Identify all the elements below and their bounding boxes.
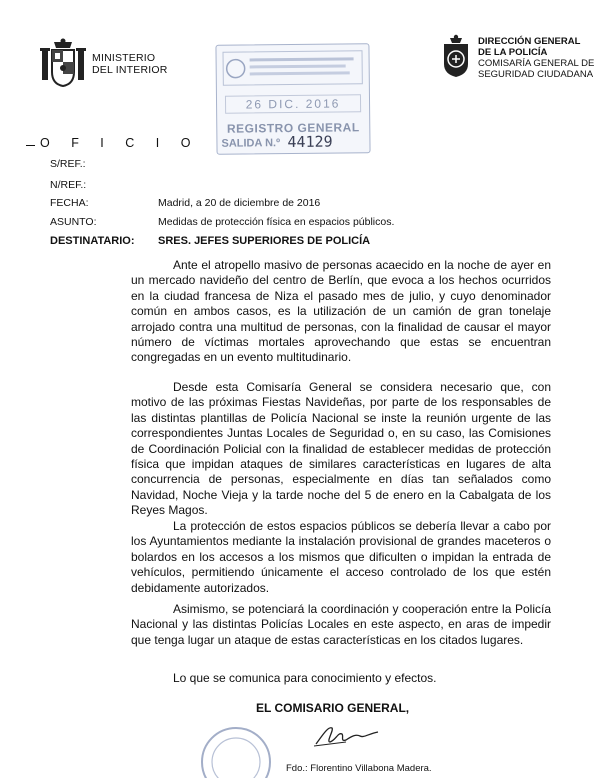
police-badge-icon: [440, 34, 472, 83]
destinatario-value: SRES. JEFES SUPERIORES DE POLICÍA: [158, 235, 371, 247]
ministry-line1: MINISTERIO: [92, 52, 156, 64]
stamp-date: 26 DIC. 2016: [225, 94, 361, 113]
stamp-salida-number: 44129: [287, 132, 333, 152]
stamp-header: [223, 50, 363, 85]
registry-stamp: [215, 43, 370, 155]
asunto-label: ASUNTO:: [50, 216, 97, 228]
fecha-value: Madrid, a 20 de diciembre de 2016: [158, 197, 321, 209]
fecha-label: FECHA:: [50, 197, 89, 209]
dg-line4: SEGURIDAD CIUDADANA: [478, 69, 594, 80]
oficio-rule: [26, 145, 35, 146]
paragraph-4: Asimismo, se potenciará la coordinación y cooperación entre la Policía Nacional y las distintas Policías Locales en este aspecto, en aras de impedir que tenga lugar un ataque de estas características en los citados lugares.: [131, 602, 551, 647]
paragraph-1: Ante el atropello masivo de personas acaecido en la noche de ayer en un mercado navideño del centro de Berlín, que evoca a los hechos ocurridos en la ciudad francesa de Niza el pasado mes de julio, y cuyo denominador común en ambos casos, es la utilización de un camión de gran tonelaje arrojado contra una multitud de personas, con la finalidad de causar el mayor número de víctimas mortales aprovechando que estas se encuentran congregadas en un evento multitudinario.: [131, 258, 551, 365]
official-seal-icon: [194, 712, 274, 783]
ministry-name: [92, 52, 168, 76]
dg-line3: COMISARÍA GENERAL DE: [478, 58, 595, 69]
dg-line1: DIRECCIÓN GENERAL: [478, 36, 581, 47]
signatory-name: Fdo.: Florentino Villabona Madera.: [286, 763, 432, 774]
dg-line2: DE LA POLICÍA: [478, 47, 548, 58]
paragraph-5: Lo que se comunica para conocimiento y efectos.: [173, 671, 437, 685]
signature-title: EL COMISARIO GENERAL,: [256, 701, 410, 715]
ministry-crest-icon: [40, 38, 86, 99]
sref-label: S/REF.:: [50, 158, 86, 170]
paragraph-3: La protección de estos espacios públicos se debería llevar a cabo por los Ayuntamientos mediante la instalación provisional de grandes maceteros o bolardos en los accesos a los mismos que dificulten o impidan la entrada de vehículos, permitiendo únicamente el acceso controlado de los que estén debidamente autorizados.: [131, 519, 551, 595]
police-directorate: [478, 36, 594, 80]
document-type: O F I C I O: [40, 136, 200, 150]
stamp-salida-label: SALIDA N.º: [221, 137, 281, 150]
handwritten-signature: [312, 722, 382, 753]
ministry-line2: DEL INTERIOR: [92, 64, 168, 76]
paragraph-2: Desde esta Comisaría General se considera necesario que, con motivo de las próximas Fiestas Navideñas, por parte de los responsables de las distintas plantillas de Policía Nacional se inste la reunión urgente de las correspondientes Juntas Locales de Seguridad o, en su caso, las Comisiones de Coordinación Policial con la finalidad de establecer medidas de protección física que impidan ataques de similares características en lugares de alta concurrencia de personas, especialmente en días tan señalados como Navidad, Noche Vieja y la tarde noche del 5 de enero en la Cabalgata de los Reyes Magos.: [131, 380, 551, 518]
stamp-registry: REGISTRO GENERAL: [226, 120, 360, 136]
nref-label: N/REF.:: [50, 179, 87, 191]
destinatario-label: DESTINATARIO:: [50, 235, 135, 247]
asunto-value: Medidas de protección física en espacios públicos.: [158, 216, 395, 228]
